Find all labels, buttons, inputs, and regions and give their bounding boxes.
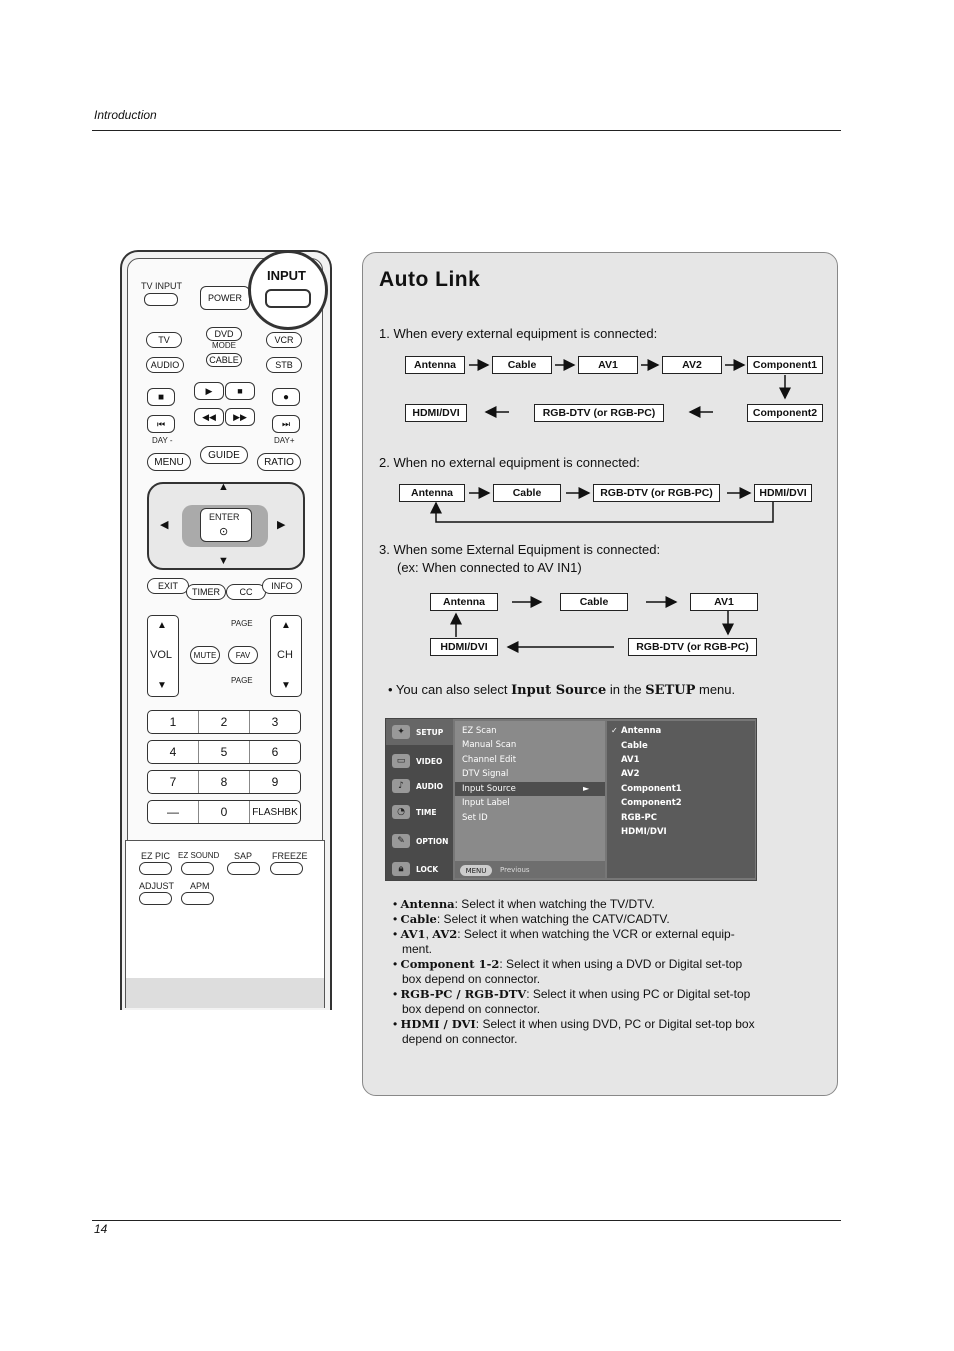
enter-icon: ⊙: [219, 526, 229, 538]
digit-4-button[interactable]: 4: [148, 741, 199, 763]
menu-item-dtv-signal[interactable]: DTV Signal: [462, 769, 509, 779]
menu-item-ez-scan[interactable]: EZ Scan: [462, 726, 497, 736]
check-icon: ✓: [611, 726, 618, 735]
case2-heading: 2. When no external equipment is connected:: [379, 455, 640, 470]
option-cable[interactable]: Cable: [621, 741, 648, 751]
nav-left-arrow[interactable]: ◀: [160, 519, 169, 531]
volume-up-icon: ▲: [157, 620, 167, 631]
digit-7-button[interactable]: 7: [148, 771, 199, 793]
page-number: 14: [94, 1222, 108, 1236]
panel-title: Auto Link: [379, 268, 481, 291]
day-plus-label: DAY+: [274, 436, 295, 445]
input-label: INPUT: [267, 268, 306, 283]
setup-tip: • You can also select Input Source in the SETUP menu.: [388, 682, 736, 698]
play-button[interactable]: ▶: [194, 382, 224, 400]
ez-pic-label: EZ PIC: [141, 851, 171, 861]
lock-icon: 🔒︎: [392, 862, 410, 876]
previous-label: Previous: [500, 866, 530, 874]
menu-item-channel-edit[interactable]: Channel Edit: [462, 755, 517, 765]
case3-rgb-box: RGB-DTV (or RGB-PC): [628, 638, 757, 656]
digit-5-button[interactable]: 5: [199, 741, 250, 763]
case3-hdmi-box: HDMI/DVI: [430, 638, 498, 656]
option-av1[interactable]: AV1: [621, 755, 640, 765]
menu-tab-audio[interactable]: ♪ AUDIO: [386, 773, 453, 799]
power-button[interactable]: POWER: [200, 286, 250, 310]
clock-icon: ◔: [392, 805, 410, 819]
page-up-label: PAGE: [231, 619, 253, 628]
section-header: Introduction: [94, 108, 157, 122]
fast-forward-button[interactable]: ▶▶: [225, 408, 255, 426]
menu-item-input-source[interactable]: Input Source: [462, 784, 516, 794]
vol-label: VOL: [150, 649, 173, 661]
wrench-icon: ✎: [392, 834, 410, 848]
option-antenna[interactable]: Antenna: [621, 726, 662, 736]
case2-cable-box: Cable: [493, 484, 561, 502]
menu-item-manual-scan[interactable]: Manual Scan: [462, 740, 517, 750]
stb-mode-button[interactable]: STB: [266, 357, 302, 373]
digit-8-button[interactable]: 8: [199, 771, 250, 793]
case2-hdmi-box: HDMI/DVI: [754, 484, 812, 502]
nav-down-arrow[interactable]: ▼: [218, 555, 229, 567]
menu-item-set-id[interactable]: Set ID: [462, 813, 488, 823]
option-component2[interactable]: Component2: [621, 798, 682, 808]
fav-button[interactable]: FAV: [228, 646, 258, 664]
vcr-mode-button[interactable]: VCR: [266, 332, 302, 348]
case3-heading: 3. When some External Equipment is connected:: [379, 542, 661, 557]
option-rgb-pc[interactable]: RGB-PC: [621, 813, 657, 823]
case3-antenna-box: Antenna: [430, 593, 498, 611]
stop-button[interactable]: ■: [225, 382, 255, 400]
digit-0-button[interactable]: 0: [199, 801, 250, 823]
case1-av1-box: AV1: [578, 356, 638, 374]
menu-tab-column: [386, 719, 453, 880]
ez-sound-label: EZ SOUND: [178, 851, 220, 860]
bullet-component: • Component 1-2: Select it when using a DVD or Digital set-top box depend on connector.: [393, 957, 743, 986]
ch-label: CH: [277, 649, 293, 661]
bullet-rgb: • RGB-PC / RGB-DTV: Select it when using PC or Digital set-top box depend on connector.: [393, 987, 751, 1016]
ratio-button[interactable]: RATIO: [257, 453, 301, 471]
input-descriptions: [393, 897, 759, 1047]
case1-cable-box: Cable: [492, 356, 552, 374]
menu-button[interactable]: MENU: [147, 453, 191, 471]
case1-hdmi-box: HDMI/DVI: [405, 404, 467, 422]
bullet-antenna: • Antenna: Select it when watching the TV/DTV.: [393, 897, 655, 911]
digit-2-button[interactable]: 2: [199, 711, 250, 733]
setup-menu-screenshot: [385, 718, 757, 881]
day-minus-label: DAY -: [152, 436, 173, 445]
flashbk-button[interactable]: FLASHBK: [252, 806, 298, 818]
setup-items-panel: [455, 721, 605, 878]
case1-av2-box: AV2: [662, 356, 722, 374]
nav-right-arrow[interactable]: ▶: [277, 519, 286, 531]
nav-up-arrow[interactable]: ▲: [218, 481, 229, 493]
audio-mode-button[interactable]: AUDIO: [146, 357, 184, 373]
freeze-label: FREEZE: [272, 851, 308, 861]
case2-antenna-box: Antenna: [399, 484, 465, 502]
channel-up-icon: ▲: [281, 620, 291, 631]
dvd-mode-button[interactable]: DVD: [206, 327, 242, 341]
option-component1[interactable]: Component1: [621, 784, 682, 794]
case1-heading: 1. When every external equipment is connected:: [379, 326, 658, 341]
tv-icon: ▭: [392, 754, 410, 768]
case2-rgb-box: RGB-DTV (or RGB-PC): [593, 484, 720, 502]
record-button[interactable]: ●: [272, 388, 300, 406]
exit-button[interactable]: EXIT: [147, 578, 189, 594]
enter-label: ENTER: [209, 512, 240, 522]
tv-input-label: TV INPUT: [141, 281, 183, 291]
cable-mode-button[interactable]: CABLE: [206, 353, 242, 367]
menu-tab-video[interactable]: ▭ VIDEO: [386, 748, 453, 774]
sap-label: SAP: [234, 851, 253, 861]
guide-button[interactable]: GUIDE: [200, 446, 248, 464]
bullet-cable: • Cable: Select it when watching the CATV/CADTV.: [393, 912, 670, 926]
case1-component2-box: Component2: [747, 404, 823, 422]
input-options-panel: [607, 721, 755, 878]
apm-label: APM: [190, 881, 210, 891]
case3-cable-box: Cable: [560, 593, 628, 611]
mute-button[interactable]: MUTE: [190, 646, 220, 664]
menu-key-button[interactable]: MENU: [460, 865, 492, 876]
record-stop-button[interactable]: ■: [147, 388, 175, 406]
bullet-av: • AV1, AV2: Select it when watching the VCR or external equip-ment.: [393, 927, 735, 956]
timer-button[interactable]: TIMER: [186, 584, 226, 600]
case1-rgb-box: RGB-DTV (or RGB-PC): [534, 404, 664, 422]
case1-component1-box: Component1: [747, 356, 823, 374]
menu-tab-setup[interactable]: ✦ SETUP: [386, 719, 453, 745]
case1-antenna-box: Antenna: [405, 356, 465, 374]
skip-forward-button[interactable]: ⏭: [272, 415, 300, 433]
mode-label: MODE: [212, 341, 236, 350]
menu-item-input-label[interactable]: Input Label: [462, 798, 510, 808]
tv-mode-button[interactable]: TV: [146, 332, 182, 348]
skip-back-button[interactable]: ⏮: [147, 415, 175, 433]
option-hdmi-dvi[interactable]: HDMI/DVI: [621, 827, 667, 837]
digit-6-button[interactable]: 6: [271, 745, 279, 759]
speaker-icon: ♪: [392, 779, 410, 793]
volume-down-icon: ▼: [157, 680, 167, 691]
cc-button[interactable]: CC: [226, 584, 266, 600]
option-av2[interactable]: AV2: [621, 769, 640, 779]
menu-tab-time[interactable]: ◔ TIME: [386, 799, 453, 825]
submenu-arrow-icon: ►: [583, 784, 590, 793]
case3-av1-box: AV1: [690, 593, 758, 611]
digit-3-button[interactable]: 3: [271, 715, 279, 729]
menu-tab-option[interactable]: ✎ OPTION: [386, 828, 453, 854]
info-button[interactable]: INFO: [262, 578, 302, 594]
menu-tab-lock[interactable]: 🔒︎ LOCK: [386, 856, 453, 882]
digit-9-button[interactable]: 9: [271, 775, 279, 789]
bullet-hdmi: • HDMI / DVI: Select it when using DVD, PC or Digital set-top box depend on connector.: [393, 1017, 755, 1046]
satellite-icon: ✦: [392, 725, 410, 739]
dash-button[interactable]: —: [148, 801, 199, 823]
case3-subheading: (ex: When connected to AV IN1): [397, 560, 582, 575]
adjust-label: ADJUST: [139, 881, 175, 891]
rewind-button[interactable]: ◀◀: [194, 408, 224, 426]
page-down-label: PAGE: [231, 676, 253, 685]
channel-down-icon: ▼: [281, 680, 291, 691]
digit-1-button[interactable]: 1: [148, 711, 199, 733]
